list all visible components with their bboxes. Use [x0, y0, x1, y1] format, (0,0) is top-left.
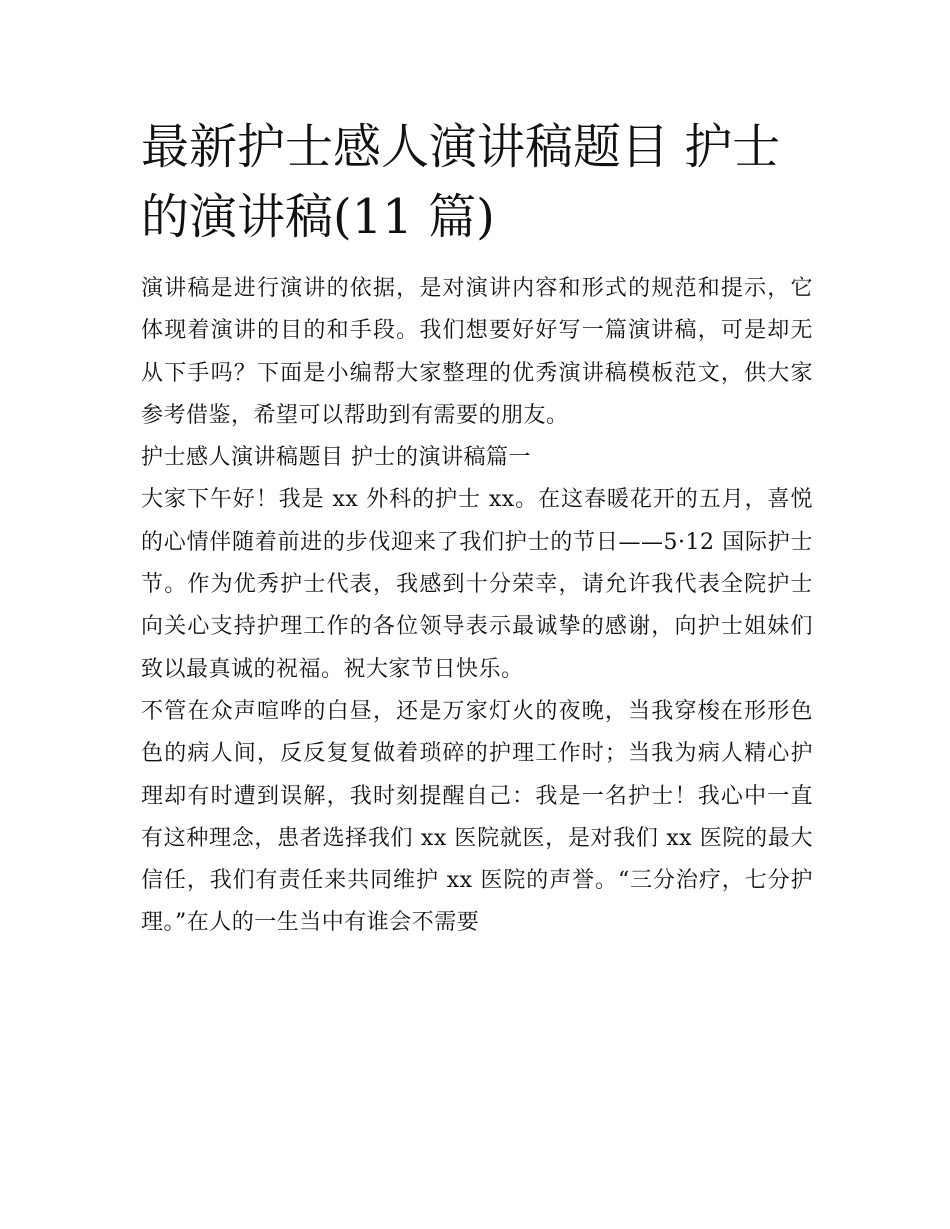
document-content — [141, 112, 813, 945]
document-title: 最新护士感人演讲稿题目 护士的演讲稿(11 篇) — [141, 119, 781, 245]
document-body — [141, 268, 813, 945]
body-paragraph: 不管在众声喧哗的白昼，还是万家灯火的夜晚，当我穿梭在形形色色的病人间，反反复复做着琐碎的护理工作时；当我为病人精心护理却有时遭到误解，我时刻提醒自己：我是一名护士！我心中一直有这种理念，患者选择我们 xx 医院就医，是对我们 xx 医院的最大信任，我们有责任来共同维护 xx 医院的声誉。“三分治疗，七分护理。”在人的一生当中有谁会不需要 — [141, 698, 813, 936]
body-paragraph: 大家下午好！我是 xx 外科的护士 xx。在这春暖花开的五月，喜悦的心情伴随着前进的步伐迎来了我们护士的节日——5·12 国际护士节。作为优秀护士代表，我感到十分荣幸，请允许我代表全院护士向关心支持护理工作的各位领导表示最诚挚的感谢，向护士姐妹们致以最真诚的祝福。祝大家节日快乐。 — [141, 487, 813, 682]
intro-paragraph: 演讲稿是进行演讲的依据，是对演讲内容和形式的规范和提示，它体现着演讲的目的和手段。我们想要好好写一篇演讲稿，可是却无从下手吗？下面是小编帮大家整理的优秀演讲稿模板范文，供大家参考借鉴，希望可以帮助到有需要的朋友。 — [141, 276, 813, 428]
section-heading: 护士感人演讲稿题目 护士的演讲稿篇一 — [141, 445, 531, 471]
